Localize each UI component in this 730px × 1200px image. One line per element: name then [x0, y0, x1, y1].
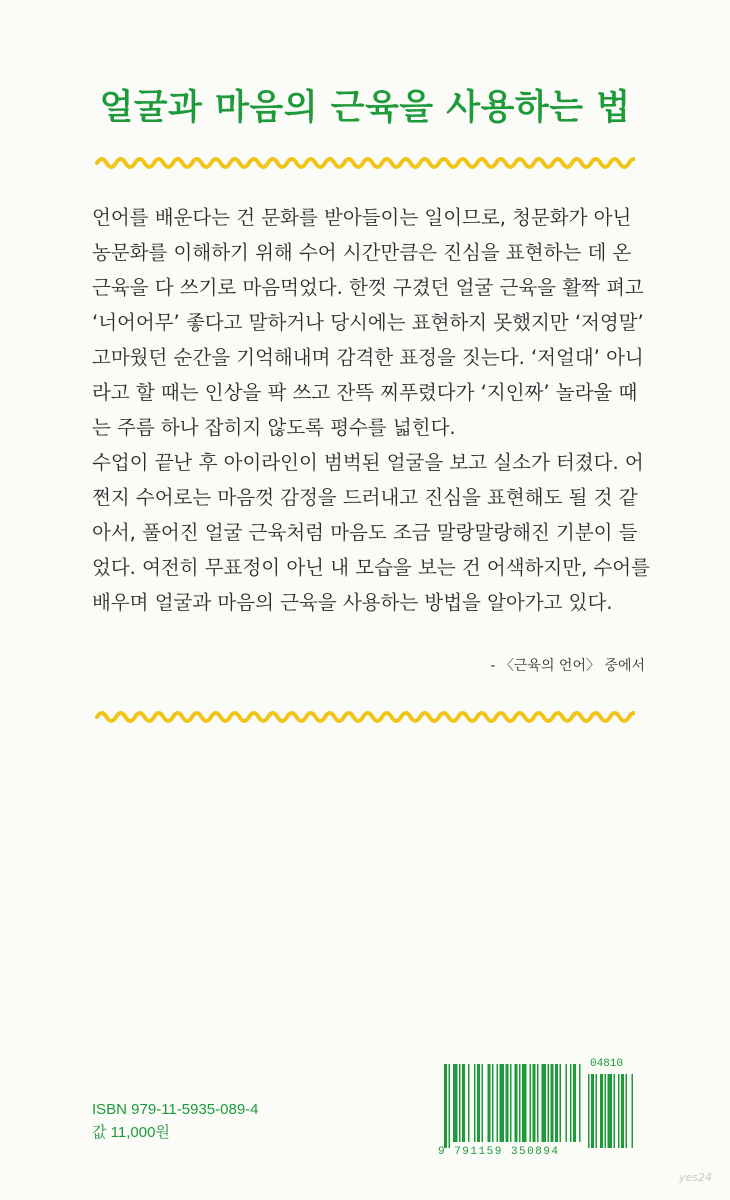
barcode-number: 9 791159 350894	[438, 1146, 560, 1158]
barcode-addon-number: 04810	[590, 1058, 624, 1070]
barcode	[430, 1058, 640, 1166]
watermark-logo: yes24	[678, 1171, 712, 1184]
excerpt-paragraph-1: 언어를 배운다는 건 문화를 받아들이는 일이므로, 청문화가 아닌 농문화를 이해하기 위해 수어 시간만큼은 진심을 표현하는 데 온 근육을 다 쓰기로 마음먹었다. 한껏 구겼던 얼굴 근육을 활짝 펴고 ‘너어어무’ 좋다고 말하거나 당시에는 표현하지 못했지만 ‘저영말’ 고마웠던 순간을 기억해내며 감격한 표정을 짓는다. ‘저얼대’ 아니라고 할 때는 인상을 팍 쓰고 잔뜩 찌푸렸다가 ‘지인짜’ 놀라울 때는 주름 하나 잡히지 않도록 평수를 넓힌다.	[92, 206, 644, 439]
isbn-text: ISBN 979-11-5935-089-4	[92, 1101, 259, 1118]
wave-divider-bottom	[95, 708, 635, 726]
page-title: 얼굴과 마음의 근육을 사용하는 법	[99, 88, 631, 128]
excerpt-paragraph-2: 수업이 끝난 후 아이라인이 범벅된 얼굴을 보고 실소가 터졌다. 어쩐지 수어로는 마음껏 감정을 드러내고 진심을 표현해도 될 것 같아서, 풀어진 얼굴 근육처럼 마음도 조금 말랑말랑해진 기분이 들었다. 여전히 무표정이 아닌 내 모습을 보는 건 어색하지만, 수어를 배우며 얼굴과 마음의 근육을 사용하는 방법을 알아가고 있다.	[92, 451, 650, 614]
excerpt-text	[92, 200, 652, 620]
excerpt-source: - 〈근육의 언어〉 중에서	[490, 658, 645, 674]
wave-divider-top	[95, 154, 635, 172]
price-text: 값 11,000원	[92, 1124, 170, 1141]
publication-info	[92, 1098, 259, 1144]
barcode-bars	[430, 1058, 640, 1150]
